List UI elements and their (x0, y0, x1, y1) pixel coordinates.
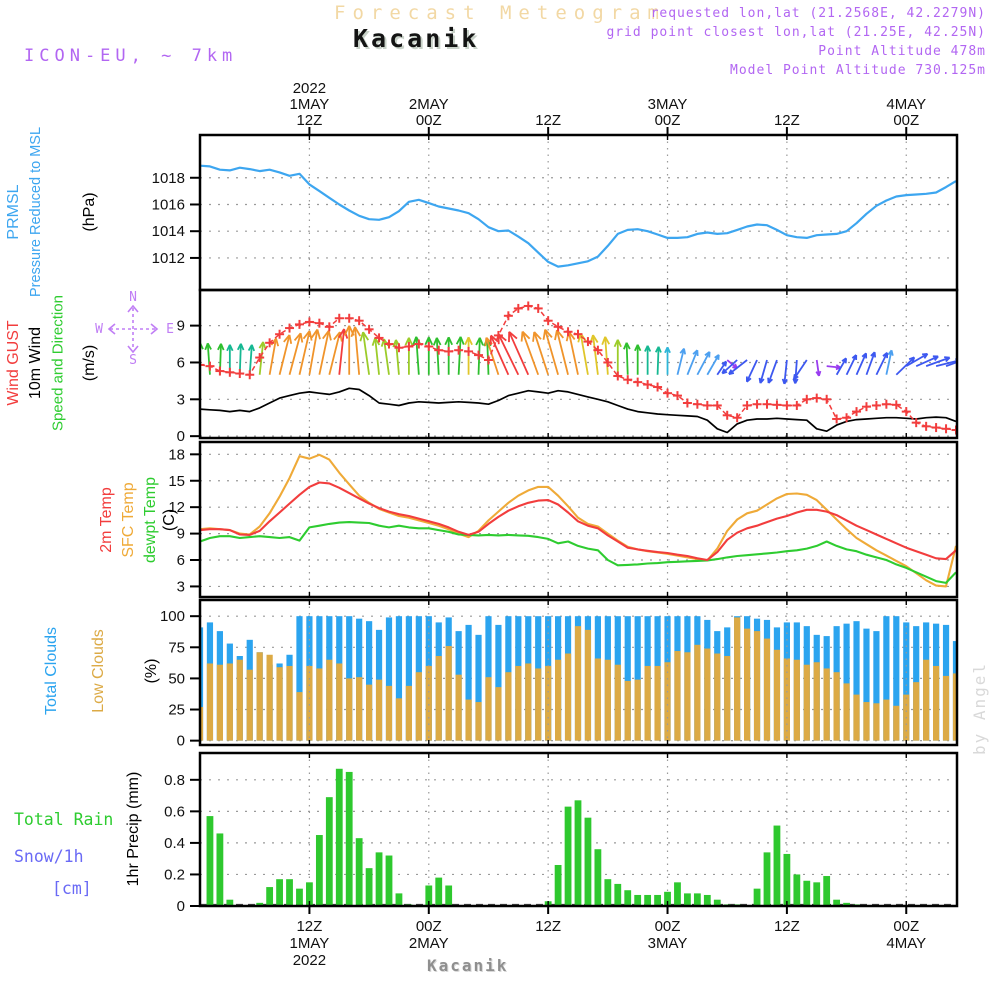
top-time-tick-label: 00Z (654, 112, 681, 129)
wind-direction-arrows (197, 326, 978, 384)
axis-label-dew: dewpt Temp (142, 477, 159, 563)
precip-ytick-label: 0.4 (164, 834, 185, 852)
requested-coords: requested lon,lat (21.2568E, 42.2279N) (650, 6, 986, 21)
top-time-tick-label: 3MAY (647, 96, 688, 113)
precip-panel (164, 753, 957, 915)
axis-label-prmsl: PRMSL (5, 184, 22, 240)
top-time-tick-label: 1MAY (289, 96, 330, 113)
top-time-tick-label: 00Z (415, 112, 442, 129)
axis-label-totcld: Total Clouds (43, 626, 60, 716)
bottom-time-tick-label: 12Z (296, 918, 323, 935)
compass-east-label: E (166, 322, 174, 337)
station-title: Kacanik (353, 24, 480, 53)
clouds-panel (160, 600, 959, 750)
bottom-time-tick-label: 00Z (893, 918, 920, 935)
top-time-tick-label: 2MAY (408, 96, 449, 113)
temperature-ytick-label: 18 (168, 446, 185, 464)
clouds-ytick-label: 25 (168, 701, 185, 719)
bottom-time-tick-label: 00Z (654, 918, 681, 935)
temperature-panel (168, 442, 957, 597)
axis-label-snow: Snow/1h (14, 847, 84, 866)
compass-south-label: S (129, 353, 137, 368)
bottom-time-tick-label: 12Z (535, 918, 562, 935)
temperature-ytick-label: 9 (176, 525, 185, 543)
temperature-ytick-label: 15 (168, 472, 185, 490)
axis-label-hpa: (hPa) (81, 192, 98, 232)
model-point-altitude: Model Point Altitude 730.125m (730, 63, 986, 78)
clouds-ytick-label: 100 (159, 608, 185, 626)
top-time-tick-label: 00Z (893, 112, 920, 129)
top-time-tick-label: 12Z (296, 112, 323, 129)
precip-ytick-label: 0.2 (164, 866, 185, 884)
compass-north-label: N (129, 290, 137, 305)
wind-plot-area (196, 290, 978, 438)
bottom-time-tick-label: 1MAY (289, 935, 330, 952)
axis-label-pct: (%) (143, 658, 160, 684)
bottom-time-tick-label: 4MAY (886, 935, 927, 952)
clouds-ytick-label: 50 (168, 670, 185, 688)
top-time-tick-label: 4MAY (886, 96, 927, 113)
axis-label-cm: [cm] (52, 879, 92, 898)
axis-label-wind10: 10m Wind (27, 326, 44, 400)
axis-label-gust: Wind GUST (5, 320, 22, 406)
wind-ytick-label: 0 (176, 428, 185, 446)
temperature-ytick-label: 3 (176, 578, 185, 596)
credit-watermark: by Angel (970, 661, 989, 755)
wind-ytick-label: 9 (176, 317, 185, 335)
bottom-time-tick-label: 2022 (292, 952, 327, 969)
clouds-ytick-label: 0 (176, 732, 185, 750)
point-altitude: Point Altitude 478m (818, 44, 986, 59)
compass-west-label: W (95, 322, 103, 337)
top-time-tick-label: 12Z (535, 112, 562, 129)
request-info-block (606, 4, 986, 80)
top-time-tick-label: 2022 (292, 80, 327, 97)
pressure-panel (152, 127, 957, 290)
wind-ytick-label: 6 (176, 354, 185, 372)
axis-label-rain: Total Rain (14, 810, 114, 829)
axis-label-t2m: 2m Temp (98, 487, 115, 553)
axis-label-lowcld: Low Clouds (90, 629, 107, 713)
temperature-plot-area (200, 442, 957, 597)
model-label: ICON-EU, ~ 7km (24, 46, 238, 66)
pressure-ytick-label: 1014 (151, 223, 185, 241)
pressure-ytick-label: 1018 (151, 169, 185, 187)
bottom-time-tick-label: 3MAY (647, 935, 688, 952)
bottom-time-tick-label: 2MAY (408, 935, 449, 952)
temperature-ytick-label: 12 (168, 499, 185, 517)
axis-label-reduced: Pressure Reduced to MSL (28, 126, 44, 298)
precip-ytick-label: 0 (176, 898, 185, 915)
precip-ytick-label: 0.6 (164, 803, 185, 821)
axis-label-spddir: Speed and Direction (49, 295, 67, 431)
clouds-plot-area (197, 600, 959, 745)
precip-ytick-label: 0.8 (164, 771, 185, 789)
bottom-time-tick-label: 12Z (773, 918, 800, 935)
wind-panel (177, 290, 978, 445)
axis-label-ms: (m/s) (81, 344, 98, 382)
axis-label-precipunit: 1hr Precip (mm) (125, 771, 142, 887)
bottom-time-tick-label: 00Z (415, 918, 442, 935)
precip-plot-area (200, 753, 957, 906)
footer-station-label: Kacanik (427, 956, 509, 975)
pressure-ytick-label: 1012 (151, 249, 185, 267)
grid-point-coords: grid point closest lon,lat (21.25E, 42.25N) (606, 25, 986, 40)
pressure-plot-area (200, 135, 957, 290)
wind-ytick-label: 3 (176, 391, 185, 409)
temperature-ytick-label: 6 (176, 552, 185, 570)
pressure-ytick-label: 1016 (151, 196, 185, 214)
page-title: Forecast Meteogram (334, 2, 666, 24)
axis-label-sfc: SFC Temp (120, 482, 137, 558)
top-time-tick-label: 12Z (773, 112, 800, 129)
clouds-ytick-label: 75 (168, 639, 185, 657)
axis-label-cunit: (C) (161, 508, 178, 532)
compass-rose-icon (95, 290, 174, 368)
